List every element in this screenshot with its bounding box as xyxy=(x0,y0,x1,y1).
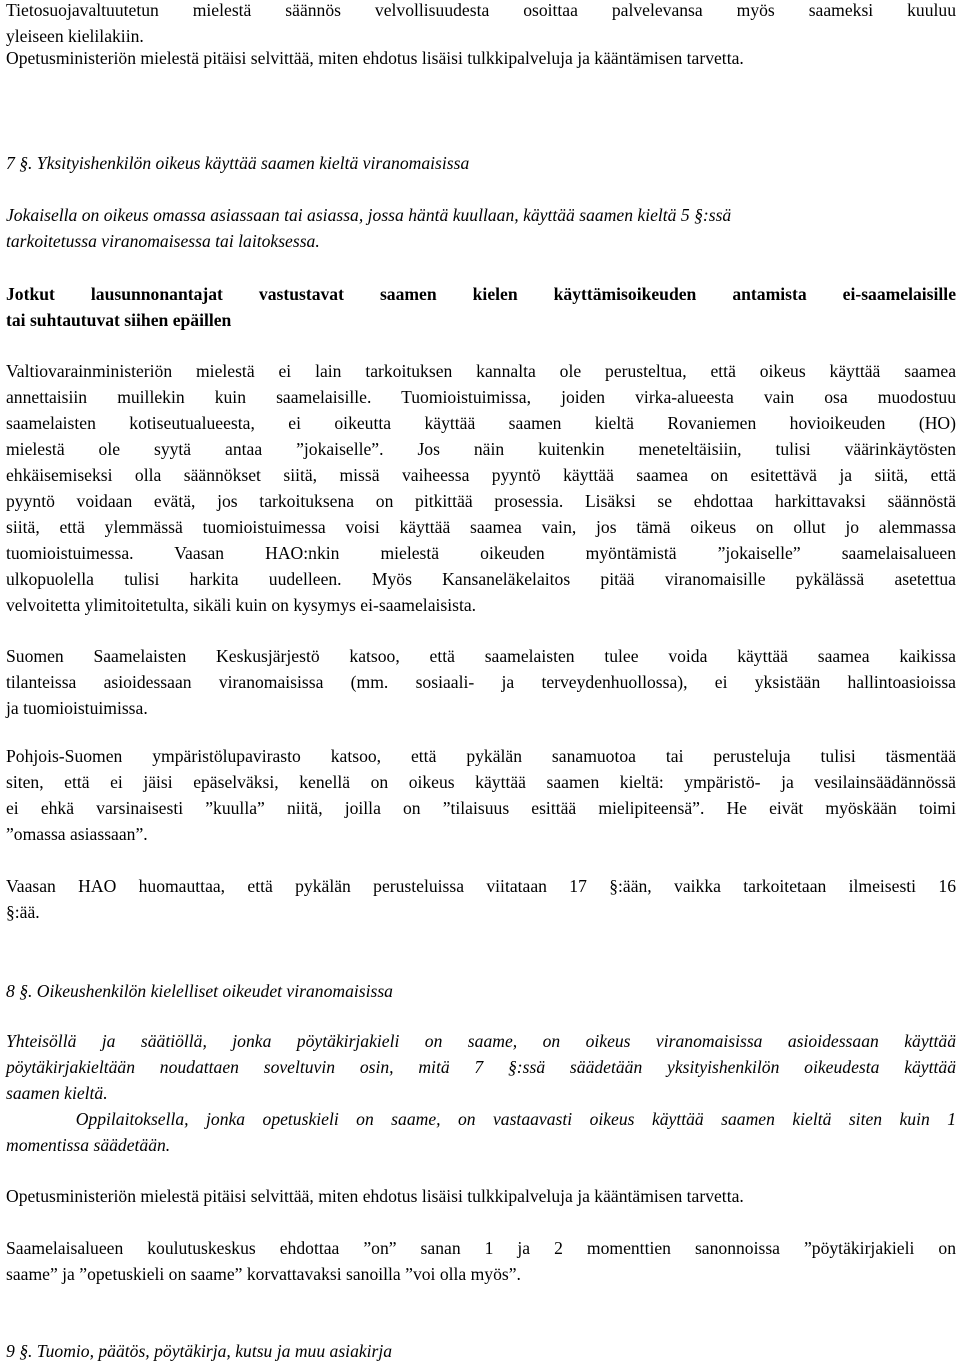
text-line: tarkoitetussa viranomaisessa tai laitoksessa. xyxy=(6,231,320,251)
text-line: momentissa säädetään. xyxy=(6,1135,171,1155)
paragraph-valtiovarainministerio xyxy=(6,358,956,618)
text-line: Opetusministeriön mielestä pitäisi selvittää, miten ehdotus lisäisi tulkkipalveluja ja kääntämisen tarvetta. xyxy=(6,1186,744,1206)
text-line: Oppilaitoksella, jonka opetuskieli on saame, on vastaavasti oikeus käyttää saamen kieltä siten kuin 1 xyxy=(6,1109,956,1129)
text-line: saamen kieltä. xyxy=(6,1083,108,1103)
text-line: 8 §. Oikeushenkilön kielelliset oikeudet viranomaisissa xyxy=(6,981,393,1001)
text-line: Saamelaisalueen koulutuskeskus ehdottaa ”on” sanan 1 ja 2 momenttien sanonnoissa ”pöytäkirjakieli on xyxy=(6,1238,956,1258)
text-line: Jotkut lausunnonantajat vastustavat saamen kielen käyttämisoikeuden antamista ei-saamelaisille xyxy=(6,284,956,304)
text-line: pöytäkirjakieltään noudattaen soveltuvin osin, mitä 7 §:ssä säädetään yksityishenkilön oikeudesta käyttää xyxy=(6,1057,956,1077)
text-line: mielestä ole syytä antaa ”jokaiselle”. Jos näin kuitenkin meneteltäisiin, tulisi väärinkäytösten xyxy=(6,439,956,459)
paragraph-tietosuojavaltuutettu xyxy=(6,0,956,49)
text-line: saame” ja ”opetuskieli on saame” korvattavaksi sanoilla ”voi olla myös”. xyxy=(6,1264,521,1284)
paragraph-opetusministerio-2 xyxy=(6,1183,956,1209)
bold-subheading-objections xyxy=(6,281,956,333)
statute-text-7 xyxy=(6,202,956,254)
text-line: tai suhtautuvat siihen epäillen xyxy=(6,310,232,330)
text-line: tuomioistuimessa. Vaasan HAO:nkin mielestä oikeuden myöntämistä ”jokaiselle” saamelaisalueen xyxy=(6,543,956,563)
text-line: pyyntö voidaan evätä, jos tarkoituksena on pitkittää prosessia. Lisäksi se ehdottaa harkittavaksi säännöstä xyxy=(6,491,956,511)
text-line: tilanteissa asioidessaan viranomaisissa (mm. sosiaali- ja terveydenhuollossa), ei yksistään hallintoasioissa xyxy=(6,672,956,692)
paragraph-keskusjarjesto xyxy=(6,643,956,721)
text-line: 9 §. Tuomio, päätös, pöytäkirja, kutsu ja muu asiakirja xyxy=(6,1341,393,1361)
section-heading-9 xyxy=(6,1338,956,1364)
section-heading-8 xyxy=(6,978,956,1004)
text-line: ulkopuolella tulisi harkita uudelleen. Myös Kansaneläkelaitos pitää viranomaisille pykälässä asetettua xyxy=(6,569,956,589)
text-line: §:ää. xyxy=(6,902,40,922)
text-line: siten, että ei jäisi epäselväksi, kenellä on oikeus käyttää saamen kieltä: ympäristö- ja vesilainsäädännössä xyxy=(6,772,956,792)
paragraph-koulutuskeskus xyxy=(6,1235,956,1287)
text-line: ”omassa asiassaan”. xyxy=(6,824,148,844)
paragraph-ymparistolupavirasto xyxy=(6,743,956,847)
text-line: Suomen Saamelaisten Keskusjärjestö katsoo, että saamelaisten tulee voida käyttää saamea kaikissa xyxy=(6,646,956,666)
text-line: ei ehkä varsinaisesti ”kuulla” niitä, joilla on ”tilaisuus esittää mielipiteensä”. He eivät myöskään toimi xyxy=(6,798,956,818)
text-line: ja tuomioistuimissa. xyxy=(6,698,148,718)
text-line: velvoitetta ylimitoitetulta, sikäli kuin on kysymys ei-saamelaisista. xyxy=(6,595,477,615)
paragraph-vaasan-hao xyxy=(6,873,956,925)
text-line: 7 §. Yksityishenkilön oikeus käyttää saamen kieltä viranomaisissa xyxy=(6,153,470,173)
text-line: Opetusministeriön mielestä pitäisi selvittää, miten ehdotus lisäisi tulkkipalveluja ja kääntämisen tarvetta. xyxy=(6,48,744,68)
section-heading-7 xyxy=(6,150,956,176)
text-line: yleiseen kielilakiin. xyxy=(6,26,144,46)
text-line: siitä, että ylemmässä tuomioistuimessa voisi käyttää saamea vain, jos tämä oikeus on ollut jo alemmassa xyxy=(6,517,956,537)
text-line: Pohjois-Suomen ympäristölupavirasto katsoo, että pykälän sanamuotoa tai perusteluja tulisi täsmentää xyxy=(6,746,956,766)
statute-text-8 xyxy=(6,1028,956,1158)
text-line: Tietosuojavaltuutetun mielestä säännös velvollisuudesta osoittaa palvelevansa myös saameksi kuuluu xyxy=(6,0,956,20)
text-line: Yhteisöllä ja säätiöllä, jonka pöytäkirjakieli on saame, on oikeus viranomaisissa asioidessaan käyttää xyxy=(6,1031,956,1051)
text-line: annettaisiin muillekin kuin saamelaisille. Tuomioistuimissa, joiden virka-alueesta vain osa muodostuu xyxy=(6,387,956,407)
text-line: Vaasan HAO huomauttaa, että pykälän perusteluissa viitataan 17 §:ään, vaikka tarkoitetaan ilmeisesti 16 xyxy=(6,876,956,896)
paragraph-opetusministerio-1 xyxy=(6,45,956,71)
text-line: Valtiovarainministeriön mielestä ei lain tarkoituksen kannalta ole perusteltua, että oikeus käyttää saamea xyxy=(6,361,956,381)
text-line: Jokaisella on oikeus omassa asiassaan tai asiassa, jossa häntä kuullaan, käyttää saamen kieltä 5 §:ssä xyxy=(6,205,732,225)
text-line: saamelaisten kotiseutualueesta, ei oikeutta käyttää saamen kieltä Rovaniemen hovioikeuden (HO) xyxy=(6,413,956,433)
text-line: ehkäisemiseksi olla säännökset siitä, missä vaiheessa pyyntö käyttää saamea on esitettävä ja siitä, että xyxy=(6,465,956,485)
